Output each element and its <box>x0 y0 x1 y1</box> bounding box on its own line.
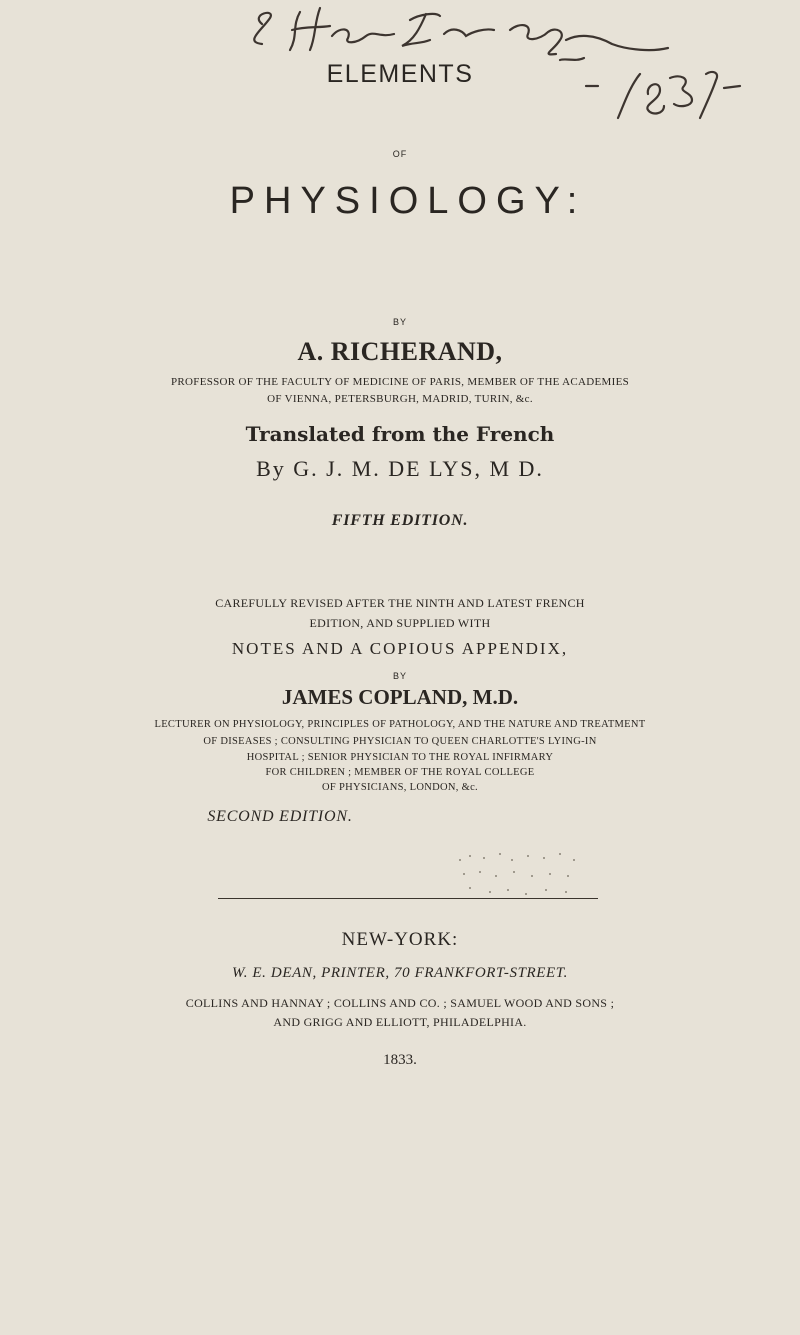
revision-line-3: NOTES AND A COPIOUS APPENDIX, <box>231 639 569 658</box>
by-label-1: BY <box>392 317 407 327</box>
second-edition: SECOND EDITION. <box>207 808 353 825</box>
editor-credentials-3: HOSPITAL ; SENIOR PHYSICIAN TO THE ROYAL INFIRMARY <box>246 752 554 763</box>
editor-credentials-2: OF DISEASES ; CONSULTING PHYSICIAN TO QUEEN CHARLOTTE'S LYING-IN <box>203 736 597 747</box>
imprint-publishers-1: COLLINS AND HANNAY ; COLLINS AND CO. ; SAMUEL WOOD AND SONS ; <box>185 996 615 1010</box>
imprint-printer: W. E. DEAN, PRINTER, 70 FRANKFORT-STREET. <box>232 965 568 981</box>
translated-from: Translated from the French <box>245 422 555 446</box>
by-label-2: BY <box>392 671 407 681</box>
title-line-of: OF <box>392 149 408 159</box>
imprint-year: 1833. <box>383 1052 417 1068</box>
imprint-city: NEW-YORK: <box>341 929 459 950</box>
revision-line-1: CAREFULLY REVISED AFTER THE NINTH AND LATEST FRENCH <box>215 596 585 610</box>
editor-credentials-5: OF PHYSICIANS, LONDON, &c. <box>322 782 478 793</box>
translator-name: By G. J. M. DE LYS, M D. <box>256 456 544 481</box>
editor-credentials-1: LECTURER ON PHYSIOLOGY, PRINCIPLES OF PATHOLOGY, AND THE NATURE AND TREATMENT <box>154 719 646 730</box>
editor-name: JAMES COPLAND, M.D. <box>281 685 519 709</box>
title-line-elements: ELEMENTS <box>326 60 474 88</box>
original-edition: FIFTH EDITION. <box>331 512 469 529</box>
author-name: A. RICHERAND, <box>297 337 503 366</box>
editor-credentials-4: FOR CHILDREN ; MEMBER OF THE ROYAL COLLEGE <box>265 767 535 778</box>
main-title: PHYSIOLOGY: <box>229 180 587 222</box>
imprint-publishers-2: AND GRIGG AND ELLIOTT, PHILADELPHIA. <box>273 1015 527 1029</box>
author-credentials-2: OF VIENNA, PETERSBURGH, MADRID, TURIN, &c. <box>267 393 533 405</box>
ornament-dots <box>450 846 630 908</box>
revision-line-2: EDITION, AND SUPPLIED WITH <box>309 616 491 630</box>
author-credentials-1: PROFESSOR OF THE FACULTY OF MEDICINE OF PARIS, MEMBER OF THE ACADEMIES <box>170 376 630 388</box>
